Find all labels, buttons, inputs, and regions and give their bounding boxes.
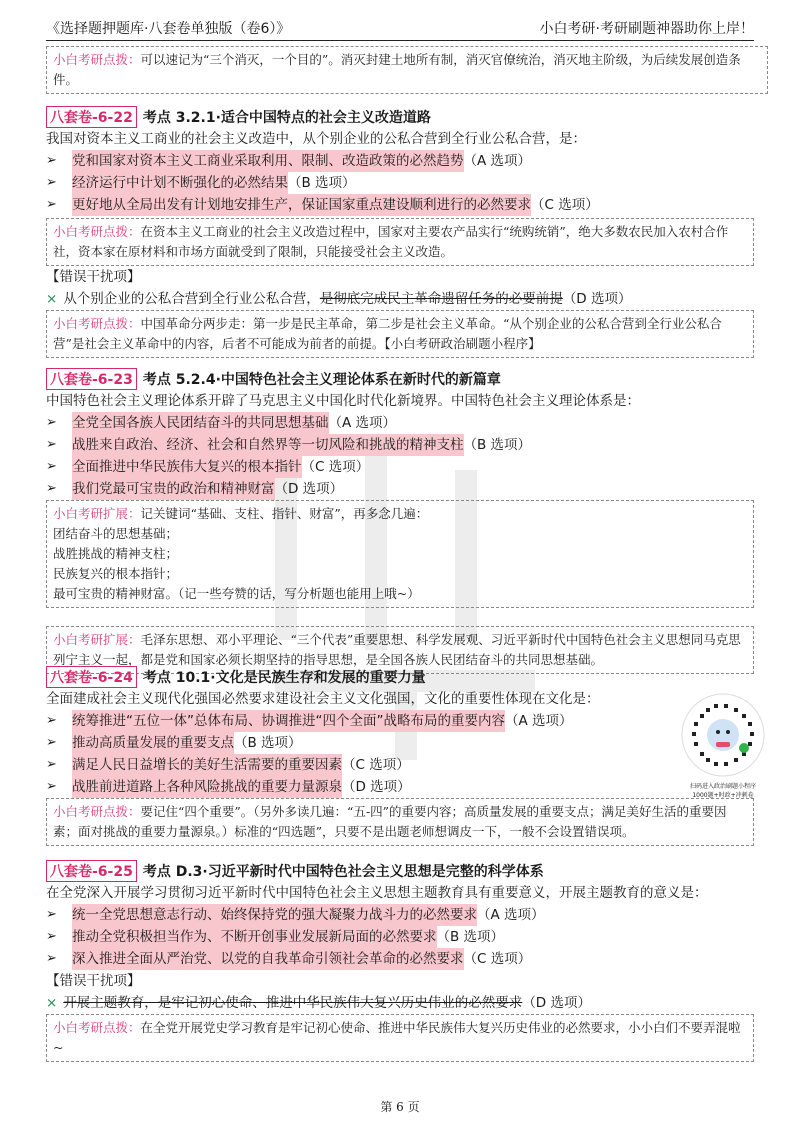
ext-line: 最可宝贵的精神财富。（记一些夸赞的话，写分析题也能用上哦~） bbox=[53, 586, 420, 601]
tip-box bbox=[46, 1014, 754, 1062]
option-d bbox=[46, 478, 754, 500]
option-tag: （B 选项） bbox=[288, 175, 356, 191]
question-badge: 八套卷-6-24 bbox=[46, 666, 137, 688]
page-number: 第 6 页 bbox=[380, 1100, 420, 1114]
section-6-25 bbox=[46, 860, 754, 1062]
top-tip bbox=[46, 46, 768, 94]
option-text: 满足人民日益增长的美好生活需要的重要因素 bbox=[72, 754, 342, 776]
arrow-icon: ➢ bbox=[46, 713, 57, 728]
section-title: 考点 D.3·习近平新时代中国特色社会主义思想是完整的科学体系 bbox=[142, 864, 544, 880]
question-stem: 在全党深入开展学习贯彻习近平新时代中国特色社会主义思想主题教育具有重要意义，开展主题教育的意义是： bbox=[46, 885, 708, 901]
tip-box bbox=[46, 310, 754, 358]
tip-label: 小白考研点拨： bbox=[53, 1020, 141, 1035]
arrow-icon: ➢ bbox=[46, 929, 57, 944]
section-heading bbox=[46, 666, 754, 688]
qr-caption bbox=[680, 782, 766, 800]
option-tag: （D 选项） bbox=[522, 995, 591, 1011]
option-tag: （C 选项） bbox=[342, 757, 410, 773]
option-text: 党和国家对资本主义工商业采取利用、限制、改造政策的必然趋势 bbox=[72, 150, 464, 172]
section-heading bbox=[46, 106, 754, 128]
distractor-plain: 从个别企业的公私合营到全行业公私合营， bbox=[63, 291, 320, 307]
distractor-title: 【错误干扰项】 bbox=[46, 973, 141, 989]
option-b bbox=[46, 732, 754, 754]
tip-box bbox=[46, 218, 754, 266]
arrow-icon: ➢ bbox=[46, 757, 57, 772]
option-tag: （A 选项） bbox=[477, 907, 545, 923]
arrow-icon: ➢ bbox=[46, 907, 57, 922]
header-left: 《选择题押题库·八套卷单独版（卷6）》 bbox=[46, 21, 291, 37]
arrow-icon: ➢ bbox=[46, 459, 57, 474]
tip-label: 小白考研点拨： bbox=[53, 52, 141, 67]
option-c bbox=[46, 948, 754, 970]
option-tag: （B 选项） bbox=[463, 437, 532, 453]
option-a bbox=[46, 710, 754, 732]
option-d bbox=[46, 776, 754, 798]
arrow-icon: ➢ bbox=[46, 415, 57, 430]
option-tag: （B 选项） bbox=[234, 735, 302, 751]
question-stem: 全面建成社会主义现代化强国必然要求建设社会主义文化强国，文化的重要性体现在文化是： bbox=[46, 691, 600, 707]
ext-label: 小白考研扩展： bbox=[53, 632, 141, 647]
tip-text: 要记住“四个重要”。（另外多读几遍：“五-四”的重要内容；高质量发展的重要支点；满足美好生活的重要因素；面对挑战的重要力量源泉。）标准的“四选题”，只要不是出题老师想调皮一下，一般不会设置错误项。 bbox=[53, 804, 727, 839]
question-stem: 中国特色社会主义理论体系开辟了马克思主义中国化时代化新境界。中国特色社会主义理论体系是： bbox=[46, 393, 640, 409]
option-b bbox=[46, 434, 754, 456]
option-text: 经济运行中计划不断强化的必然结果 bbox=[72, 172, 288, 194]
section-title: 考点 10.1·文化是民族生存和发展的重要力量 bbox=[142, 670, 426, 686]
arrow-icon: ➢ bbox=[46, 481, 57, 496]
option-tag: （C 选项） bbox=[531, 197, 599, 213]
arrow-icon: ➢ bbox=[46, 175, 57, 190]
tip-label: 小白考研点拨： bbox=[53, 804, 141, 819]
section-6-23 bbox=[46, 368, 754, 674]
question-stem: 我国对资本主义工商业的社会主义改造中，从个别企业的公私合营到全行业公私合营，是： bbox=[46, 131, 586, 147]
option-tag: （C 选项） bbox=[463, 951, 532, 967]
ext-line: 团结奋斗的思想基础； bbox=[53, 526, 179, 541]
arrow-icon: ➢ bbox=[46, 779, 57, 794]
option-text: 统筹推进“五位一体”总体布局、协调推进“四个全面”战略布局的重要内容 bbox=[72, 710, 505, 732]
distractor-struck: 开展主题教育，是牢记初心使命、推进中华民族伟大复兴历史伟业的必然要求 bbox=[63, 995, 523, 1011]
option-text: 全党全国各族人民团结奋斗的共同思想基础 bbox=[72, 412, 329, 434]
option-a bbox=[46, 150, 754, 172]
option-b bbox=[46, 172, 754, 194]
ext-line: 战胜挑战的精神支柱； bbox=[53, 546, 179, 561]
option-tag: （B 选项） bbox=[436, 929, 505, 945]
option-tag: （A 选项） bbox=[463, 153, 532, 169]
option-a bbox=[46, 412, 754, 434]
tip-text: 可以速记为“三个消灭，一个目的”。消灭封建土地所有制，消灭官僚统治，消灭地主阶级，为后续发展创造条件。 bbox=[53, 52, 741, 87]
qr-code-icon bbox=[680, 692, 766, 778]
option-text: 战胜来自政治、经济、社会和自然界等一切风险和挑战的精神支柱 bbox=[72, 434, 464, 456]
cross-icon: × bbox=[46, 291, 58, 307]
question-badge: 八套卷-6-23 bbox=[46, 368, 137, 390]
option-c bbox=[46, 754, 754, 776]
option-c bbox=[46, 456, 754, 478]
tip-label: 小白考研点拨： bbox=[53, 224, 141, 239]
option-text: 深入推进全面从严治党、以党的自我革命引领社会革命的必然要求 bbox=[72, 948, 464, 970]
option-text: 推动高质量发展的重要支点 bbox=[72, 732, 234, 754]
option-text: 统一全党思想意志行动、始终保持党的强大凝聚力战斗力的必然要求 bbox=[72, 904, 477, 926]
arrow-icon: ➢ bbox=[46, 735, 57, 750]
section-title: 考点 5.2.4·中国特色社会主义理论体系在新时代的新篇章 bbox=[142, 372, 501, 388]
section-heading bbox=[46, 368, 754, 390]
extension-box bbox=[46, 500, 754, 608]
option-tag: （A 选项） bbox=[504, 713, 573, 729]
section-6-24 bbox=[46, 666, 754, 846]
distractor-option bbox=[46, 992, 754, 1014]
question-badge: 八套卷-6-25 bbox=[46, 860, 137, 882]
option-tag: （A 选项） bbox=[328, 415, 397, 431]
option-text: 战胜前进道路上各种风险挑战的重要力量源泉 bbox=[72, 776, 342, 798]
qr-caption-line: 1000题+时政+冲刺卷 bbox=[692, 792, 754, 799]
ext-text: 毛泽东思想、邓小平理论、“三个代表”重要思想、科学发展观、习近平新时代中国特色社会主义思想同马克思列宁主义一起，都是党和国家必须长期坚持的指导思想，是全国各族人民团结奋斗的共同思想基础。 bbox=[53, 632, 741, 667]
header-right: 小白考研·考研刷题神器助你上岸！ bbox=[539, 21, 754, 37]
option-a bbox=[46, 904, 754, 926]
option-text: 推动全党积极担当作为、不断开创事业发展新局面的必然要求 bbox=[72, 926, 437, 948]
mini-program-qr[interactable] bbox=[680, 692, 766, 800]
tip-text: 在资本主义工商业的社会主义改造过程中，国家对主要农产品实行“统购统销”，绝大多数农民加入农村合作社，资本家在原材料和市场方面就受到了限制，只能接受社会主义改造。 bbox=[53, 224, 729, 259]
option-tag: （D 选项） bbox=[562, 291, 632, 307]
option-c bbox=[46, 194, 754, 216]
tip-text: 中国革命分两步走：第一步是民主革命，第二步是社会主义革命。“从个别企业的公私合营到全行业公私合营”是社会主义革命中的内容，后者不可能成为前者的前提。【小白考研政治刷题小程序】 bbox=[53, 316, 722, 351]
tip-text: 在全党开展党史学习教育是牢记初心使命、推进中华民族伟大复兴历史伟业的必然要求，小小白们不要弄混啦~ bbox=[53, 1020, 741, 1055]
arrow-icon: ➢ bbox=[46, 197, 57, 212]
section-6-22 bbox=[46, 106, 754, 358]
option-tag: （D 选项） bbox=[274, 481, 344, 497]
arrow-icon: ➢ bbox=[46, 951, 57, 966]
option-text: 更好地从全局出发有计划地安排生产，保证国家重点建设顺利进行的必然要求 bbox=[72, 194, 531, 216]
distractor-option bbox=[46, 288, 754, 310]
tip-box bbox=[46, 798, 754, 846]
ext-label: 小白考研扩展： bbox=[53, 506, 141, 521]
arrow-icon: ➢ bbox=[46, 153, 57, 168]
option-tag: （D 选项） bbox=[342, 779, 411, 795]
option-text: 我们党最可宝贵的政治和精神财富 bbox=[72, 478, 275, 500]
option-tag: （C 选项） bbox=[301, 459, 370, 475]
section-heading bbox=[46, 860, 754, 882]
arrow-icon: ➢ bbox=[46, 437, 57, 452]
distractor-title: 【错误干扰项】 bbox=[46, 269, 141, 285]
cross-icon: × bbox=[46, 995, 58, 1011]
question-badge: 八套卷-6-22 bbox=[46, 106, 137, 128]
option-b bbox=[46, 926, 754, 948]
distractor-struck: 是彻底完成民主革命遗留任务的必要前提 bbox=[319, 291, 563, 307]
tip-label: 小白考研点拨： bbox=[53, 316, 141, 331]
ext-line: 民族复兴的根本指针； bbox=[53, 566, 179, 581]
page-header bbox=[46, 12, 754, 41]
section-title: 考点 3.2.1·适合中国特点的社会主义改造道路 bbox=[142, 110, 431, 126]
qr-caption-line: 扫码进入政治刷题小程序 bbox=[689, 783, 756, 790]
ext-line: 记关键词“基础、支柱、指针、财富”，再多念几遍： bbox=[140, 506, 429, 521]
option-text: 全面推进中华民族伟大复兴的根本指针 bbox=[72, 456, 302, 478]
